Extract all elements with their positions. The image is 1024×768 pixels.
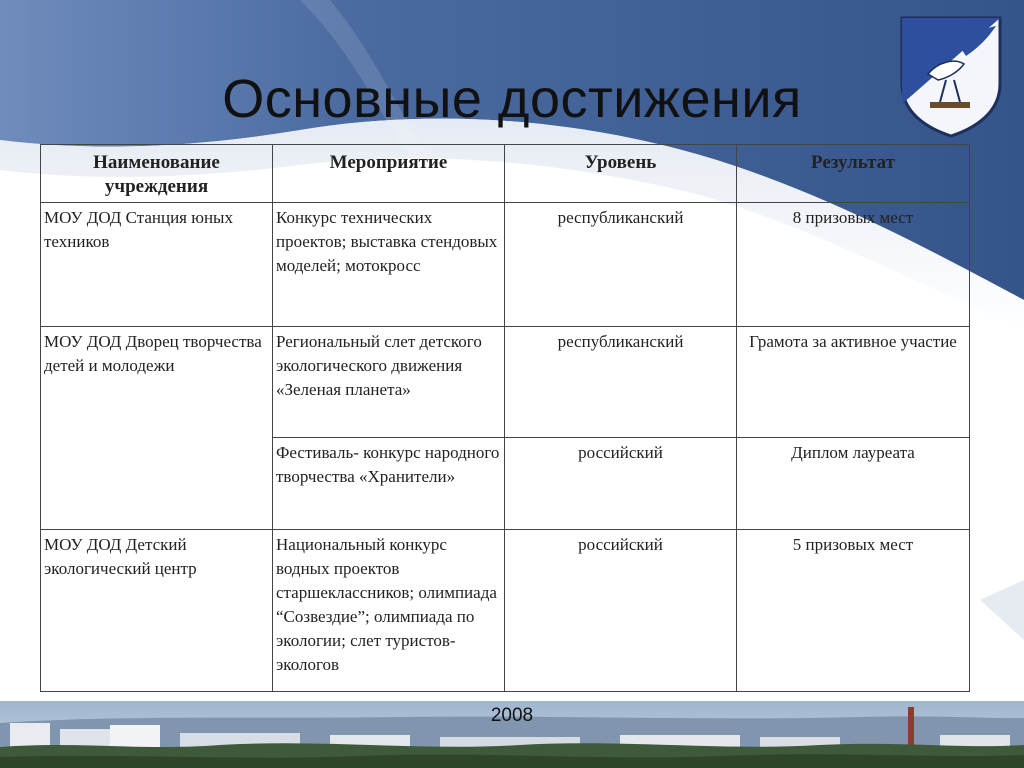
slide-title: Основные достижения [222, 69, 802, 129]
result-cell: Диплом лауреата [737, 438, 970, 530]
level-cell: российский [505, 530, 737, 692]
table-row [41, 327, 970, 438]
level-cell: республиканский [505, 327, 737, 438]
table-row [41, 530, 970, 692]
coat-of-arms-icon [898, 14, 1004, 138]
result-cell: Грамота за активное участие [737, 327, 970, 438]
result-cell: 5 призовых мест [737, 530, 970, 692]
header-event: Мероприятие [273, 145, 505, 203]
table-header-row [41, 145, 970, 203]
level-cell: российский [505, 438, 737, 530]
header-result: Результат [737, 145, 970, 203]
event-cell: Региональный слет детского экологического движения «Зеленая планета» [273, 327, 505, 438]
header-level: Уровень [505, 145, 737, 203]
institution-cell: МОУ ДОД Дворец творчества детей и молодежи [41, 327, 273, 530]
institution-cell: МОУ ДОД Детский экологический центр [41, 530, 273, 692]
event-cell: Национальный конкурс водных проектов старшеклассников; олимпиада “Созвездие”; олимпиада по экологии; слет туристов-экологов [273, 530, 505, 692]
table-row [41, 203, 970, 327]
level-cell: республиканский [505, 203, 737, 327]
slide-year: 2008 [490, 705, 534, 726]
institution-cell: МОУ ДОД Станция юных техников [41, 203, 273, 327]
event-cell: Фестиваль- конкурс народного творчества «Хранители» [273, 438, 505, 530]
event-cell: Конкурс технических проектов; выставка стендовых моделей; мотокросс [273, 203, 505, 327]
header-institution: Наименование учреждения [41, 145, 273, 203]
result-cell: 8 призовых мест [737, 203, 970, 327]
achievements-table [40, 144, 970, 692]
